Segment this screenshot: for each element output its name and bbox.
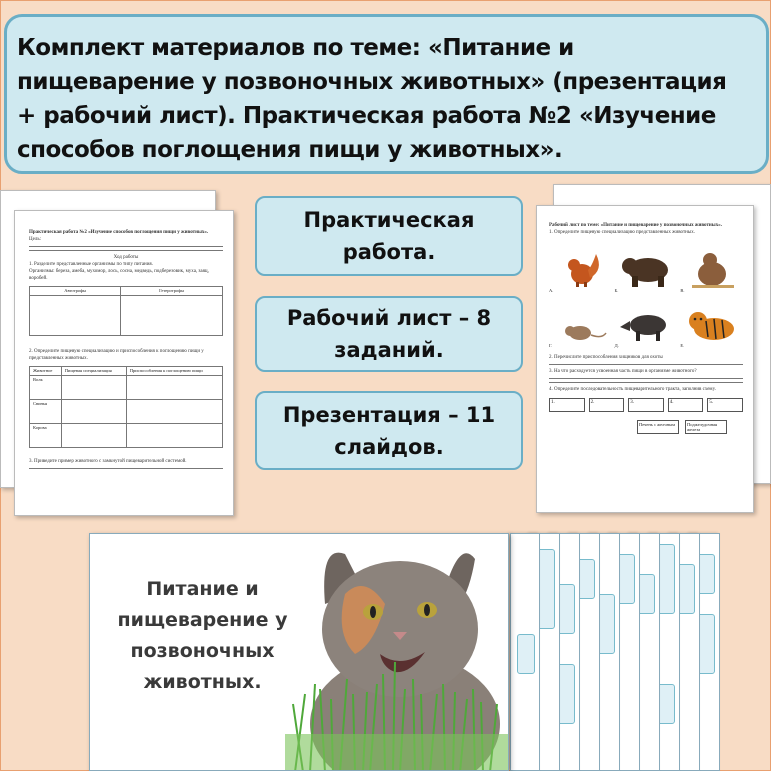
animal-label: А. xyxy=(549,288,554,293)
boar-image xyxy=(615,296,678,348)
col-header: Животное xyxy=(30,367,62,376)
table-cell xyxy=(126,400,222,424)
presentation-title-slide xyxy=(89,533,509,771)
animal-label: Г. xyxy=(549,343,553,348)
right-doc-task1: 1. Определите пищевую специализацию представленных животных. xyxy=(549,230,695,235)
chain-box: 1. xyxy=(549,398,585,412)
animal-label: Д. xyxy=(614,343,619,348)
squirrel-image xyxy=(549,241,612,293)
right-doc-task3: 3. На что расходуется усвоенная часть пищи в организме животного? xyxy=(549,369,697,374)
table-cell xyxy=(61,400,126,424)
cat-eating-grass-image xyxy=(285,534,509,771)
slide-title-line: пищеварение у xyxy=(117,609,288,631)
title-line-2: пищеварение у позвоночных животных» (презентация xyxy=(17,69,727,95)
right-doc-heading: Рабочий лист по теме: «Питание и пищеварение у позвоночных животных». xyxy=(549,223,722,228)
bear-image xyxy=(615,241,678,293)
col-header: Приспособления к поглощению пищи xyxy=(126,367,222,376)
chain-note: Печень с желчным xyxy=(637,420,679,434)
slide-title-line: животных. xyxy=(143,671,262,693)
practical-work-sheet xyxy=(14,210,234,516)
pill-line: Практическая xyxy=(303,208,475,232)
left-doc-task1: 1. Разделите представленные организмы по типу питания. xyxy=(29,262,153,267)
right-doc-task2: 2. Перечислите приспособления хищников для охоты xyxy=(549,355,663,360)
autotroph-table xyxy=(29,286,223,336)
table-row-label: Свинья xyxy=(30,400,62,424)
table-cell xyxy=(61,424,126,448)
animal-grid xyxy=(549,241,743,348)
pill-line: Рабочий лист – 8 xyxy=(286,306,492,330)
chain-box: 2. xyxy=(589,398,625,412)
mouse-image xyxy=(549,296,612,348)
animal-label: Е. xyxy=(680,343,685,348)
table-cell xyxy=(121,296,223,336)
animal-label: Б. xyxy=(614,288,619,293)
title-line-3: + рабочий лист). Практическая работа №2 «Изучение xyxy=(17,103,716,129)
digestive-chain xyxy=(549,398,743,412)
table-cell xyxy=(61,376,126,400)
worksheet-pill xyxy=(255,296,523,372)
tiger-image xyxy=(680,296,743,348)
divider xyxy=(549,378,743,379)
divider xyxy=(29,250,223,251)
divider xyxy=(549,382,743,383)
slide-title xyxy=(100,574,305,698)
col-header: Гетеротрофы xyxy=(121,287,223,296)
table-row-label: Волк xyxy=(30,376,62,400)
title-line-4: способов поглощения пищи у животных». xyxy=(17,137,563,163)
divider xyxy=(29,468,223,469)
left-doc-task2: 2. Определите пищевую специализацию и приспособления к поглощению пищи у представленных животных. xyxy=(29,349,204,361)
slide-thumbnail xyxy=(510,533,540,771)
table-cell xyxy=(126,376,222,400)
marmot-image xyxy=(680,241,743,293)
animal-label: В. xyxy=(680,288,685,293)
worksheet-page xyxy=(536,205,754,513)
presentation-slide-stack xyxy=(500,533,720,771)
title-banner xyxy=(4,14,769,174)
col-header: Автотрофы xyxy=(30,287,121,296)
right-doc-task4: 4. Определите последовательность пищеварительного тракта, заполнив схему. xyxy=(549,387,716,392)
left-doc-task3: 3. Приведите пример животного с замкнутой пищеварительной системой. xyxy=(29,459,187,464)
left-doc-progress: Ход работы xyxy=(113,255,139,260)
table-cell xyxy=(126,424,222,448)
chain-note: Поджелудочная железа xyxy=(685,420,727,434)
chain-box: 5. xyxy=(707,398,743,412)
chain-box: 3. xyxy=(628,398,664,412)
pill-line: Презентация – 11 xyxy=(282,402,496,427)
chain-box: 4. xyxy=(668,398,704,412)
practical-work-pill xyxy=(255,196,523,276)
left-doc-goal: Цель: xyxy=(29,237,41,242)
animals-table xyxy=(29,366,223,448)
left-doc-heading: Практическая работа №2 «Изучение способов поглощения пищи у животных». xyxy=(29,230,209,235)
col-header: Пищевая специализация xyxy=(61,367,126,376)
table-cell xyxy=(30,296,121,336)
chain-notes xyxy=(549,420,743,434)
table-row-label: Корова xyxy=(30,424,62,448)
pill-line: работа. xyxy=(342,240,436,264)
pill-line: заданий. xyxy=(334,338,444,362)
slide-title-line: Питание и xyxy=(146,578,259,600)
divider xyxy=(549,364,743,365)
pill-line: слайдов. xyxy=(334,434,444,459)
presentation-pill xyxy=(255,391,523,470)
divider xyxy=(29,246,223,247)
left-doc-organisms: Организмы: береза, амеба, мухомор, лось, сосна, медведь, подберезовик, муха, заяц, воробей. xyxy=(29,269,209,281)
title-line-1: Комплект материалов по теме: «Питание и xyxy=(17,35,574,61)
slide-title-line: позвоночных xyxy=(130,640,275,662)
